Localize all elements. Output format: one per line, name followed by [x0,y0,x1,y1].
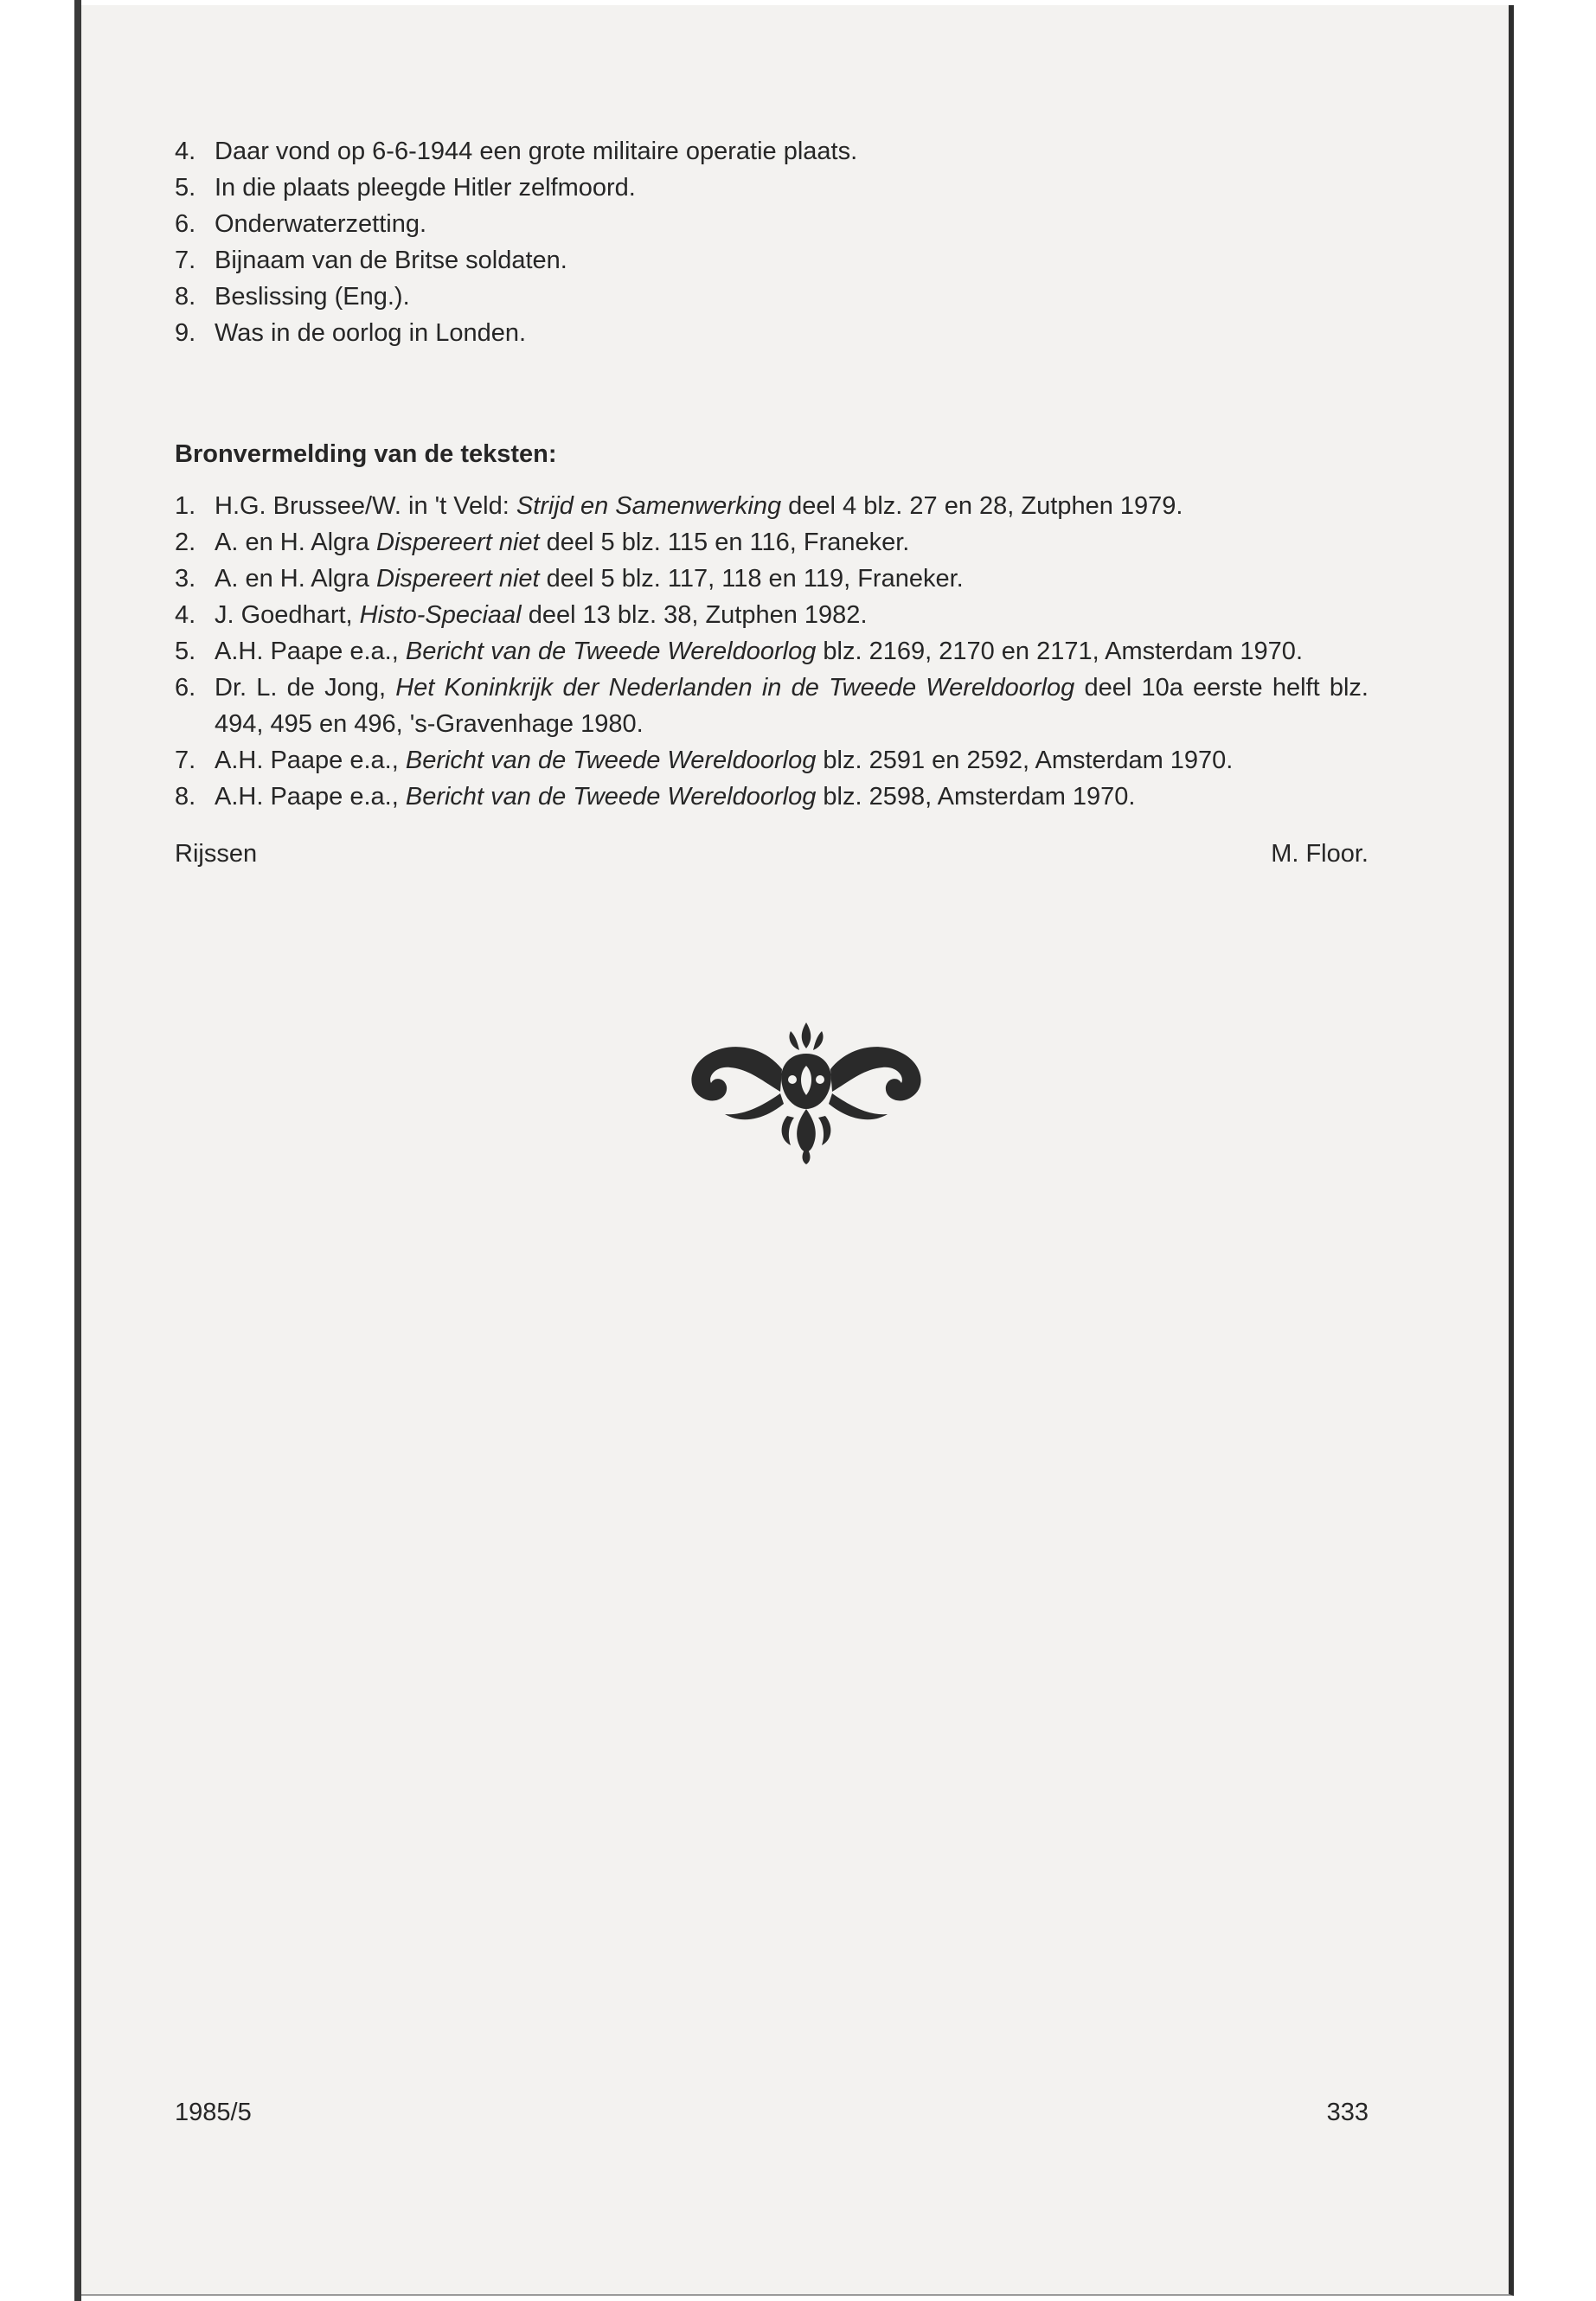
source-text [215,597,1368,633]
question-number: 4. [175,138,196,165]
floral-ornament-icon [676,1019,936,1166]
question-number: 9. [175,319,196,347]
question-text: In die plaats pleegde Hitler zelfmoord. [215,174,636,202]
source-item [175,488,1368,524]
source-title: Bericht van de Tweede Wereldoorlog [405,783,817,811]
source-number: 8. [175,783,196,811]
list-item [175,242,1368,279]
source-title: Dispereert niet [376,529,540,556]
source-author: J. Goedhart, [215,601,360,629]
question-text: Daar vond op 6-6-1944 een grote militaire operatie plaats. [215,138,858,165]
signature-line [175,836,1368,872]
source-item [175,742,1368,779]
question-number: 8. [175,283,196,311]
document-page [81,5,1514,2296]
list-item [175,315,1368,351]
page-content [175,133,1368,872]
issue-number: 1985/5 [175,2099,252,2126]
question-text: Bijnaam van de Britse soldaten. [215,247,567,274]
signature-place: Rijssen [175,840,258,868]
source-text [215,633,1368,670]
source-author: Dr. L. de Jong, [215,674,396,702]
sources-list [175,488,1368,815]
question-number: 5. [175,174,196,202]
source-item [175,779,1368,815]
source-item [175,524,1368,561]
source-details: deel 4 blz. 27 en 28, Zutphen 1979. [781,492,1183,520]
source-title: Bericht van de Tweede Wereldoorlog [405,747,817,774]
source-author: A. en H. Algra [215,565,376,593]
question-text: Was in de oorlog in Londen. [215,319,527,347]
source-details: blz. 2598, Amsterdam 1970. [816,783,1136,811]
question-number: 6. [175,210,196,238]
source-details: deel 5 blz. 117, 118 en 119, Franeker. [539,565,964,593]
source-details: blz. 2591 en 2592, Amsterdam 1970. [816,747,1234,774]
source-details: deel 13 blz. 38, Zutphen 1982. [521,601,868,629]
source-details: blz. 2169, 2170 en 2171, Amsterdam 1970. [816,638,1303,665]
question-list [175,133,1368,351]
signature-author: M. Floor. [1271,840,1368,868]
source-details: deel 5 blz. 115 en 116, Franeker. [539,529,910,556]
source-text [215,779,1368,815]
source-number: 1. [175,492,196,520]
source-title: Dispereert niet [376,565,540,593]
list-item [175,279,1368,315]
source-number: 3. [175,565,196,593]
source-author: H.G. Brussee/W. in 't Veld: [215,492,516,520]
list-item [175,170,1368,206]
source-author: A.H. Paape e.a., [215,783,406,811]
source-text [215,670,1368,742]
question-text: Onderwaterzetting. [215,210,427,238]
page-number: 333 [1326,2099,1368,2126]
source-title: Bericht van de Tweede Wereldoorlog [405,638,817,665]
source-item [175,633,1368,670]
source-title: Strijd en Samenwerking [516,492,782,520]
source-title: Histo-Speciaal [359,601,522,629]
source-author: A.H. Paape e.a., [215,638,406,665]
source-text [215,488,1368,524]
source-number: 7. [175,747,196,774]
question-text: Beslissing (Eng.). [215,283,410,311]
source-item [175,561,1368,597]
source-number: 6. [175,674,196,702]
source-number: 2. [175,529,196,556]
source-text [215,524,1368,561]
source-title: Het Koninkrijk der Nederlanden in de Tweede Wereldoorlog [395,674,1075,702]
sources-heading: Bronvermelding van de teksten: [175,440,557,468]
source-item [175,670,1368,742]
page-footer [175,2099,1368,2127]
source-text [215,742,1368,779]
source-author: A.H. Paape e.a., [215,747,406,774]
source-item [175,597,1368,633]
question-number: 7. [175,247,196,274]
source-author: A. en H. Algra [215,529,376,556]
source-text [215,561,1368,597]
source-number: 5. [175,638,196,665]
source-details: deel 10a eerste helft blz. 494, 495 en 496, 's-Gravenhage 1980. [215,674,1368,738]
source-number: 4. [175,601,196,629]
list-item [175,206,1368,242]
list-item [175,133,1368,170]
